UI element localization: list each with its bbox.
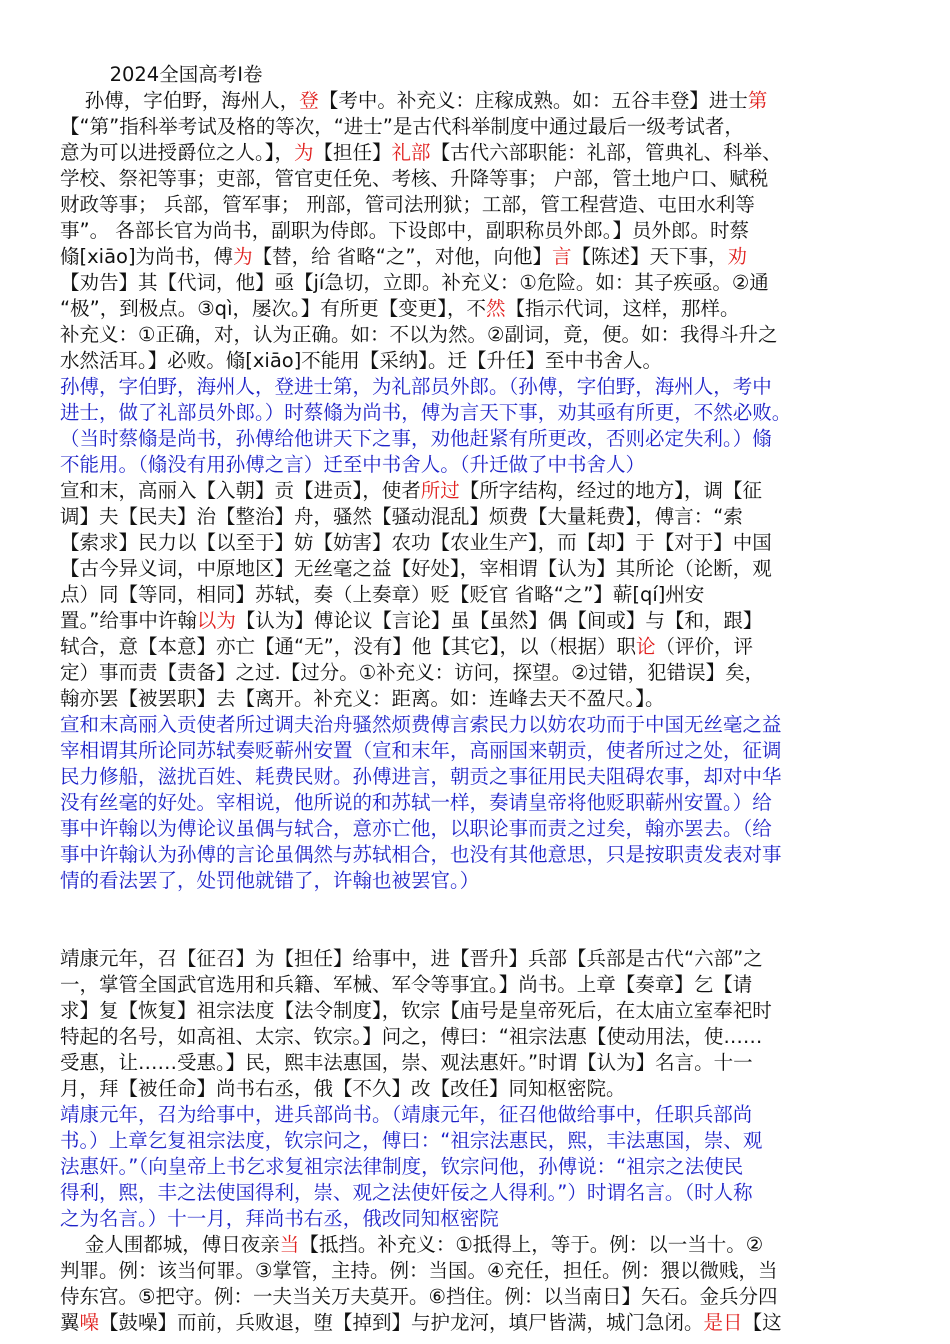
annotation-text: 定）事而责【责备】之过.【过分。①补充义：访问，探望。②过错，犯错误】矣， [60, 661, 765, 684]
annotation-text: 一，掌管全国武官选用和兵籍、军械、军令等事宜。】尚书。上章【奏章】乞【请 [60, 973, 753, 996]
translation-text: 不能用。（翛没有用孙傅之言）迁至中书舍人。（升迁做了中书舍人） [60, 453, 646, 476]
text-line [60, 400, 900, 426]
keyword-highlight: 为 [233, 245, 253, 268]
annotation-text: 【古代六部职能：礼部，管典礼、科举、 [430, 141, 782, 164]
text-line [60, 192, 900, 218]
text-line [60, 530, 900, 556]
text-line [60, 790, 900, 816]
annotation-text: 金人围都城，傅日夜亲 [60, 1233, 280, 1256]
annotation-text: 特起的名号，如高祖、太宗、钦宗。】问之，傅曰：“祖宗法惠【使动用法，使…… [60, 1025, 763, 1048]
annotation-text: 【考中。补充义：庄稼成熟。如：五谷丰登】进士 [318, 89, 748, 112]
text-line [60, 1310, 900, 1336]
annotation-text: 侍东宫。⑤把守。例：一夫当关万夫莫开。⑥挡住。例：以当南日】矢石。金兵分四 [60, 1285, 778, 1308]
text-line [60, 582, 900, 608]
text-line [60, 894, 900, 920]
keyword-highlight: 所过 [420, 479, 460, 502]
text-line [60, 140, 900, 166]
keyword-highlight: 以为 [196, 609, 236, 632]
translation-text: 民力修船，滋扰百姓、耗费民财。孙傅进言，朝贡之事征用民夫阻碍农事，却对中华 [60, 765, 782, 788]
keyword-highlight: 当 [279, 1233, 300, 1256]
text-line [60, 218, 900, 244]
annotation-text: 【替，给 省略“之”，对他，向他】 [252, 245, 552, 268]
text-line [60, 1076, 900, 1102]
text-line [60, 322, 900, 348]
text-line [60, 712, 900, 738]
annotation-text: 【所字结构，经过的地方】，调【征 [459, 479, 763, 502]
keyword-highlight: 第 [747, 89, 768, 112]
translation-text: 之为名言。）十一月，拜尚书右丞，俄改同知枢密院 [60, 1207, 499, 1230]
translation-text: 得利，熙，丰之法使国得利，崇、观之法使奸佞之人得利。”）时谓名言。（时人称 [60, 1181, 753, 1204]
annotation-text: 靖康元年，召【征召】为【担任】给事中，进【晋升】兵部【兵部是古代“六部”之 [60, 947, 763, 970]
text-line [60, 1128, 900, 1154]
text-line [60, 764, 900, 790]
text-line [60, 608, 900, 634]
text-line [60, 270, 900, 296]
text-line [60, 842, 900, 868]
annotation-text: 【这 [742, 1311, 782, 1334]
translation-text: （当时蔡翛是尚书，孙傅给他讲天下之事，劝他赶紧有所更改，否则必定失利。）翛 [60, 427, 772, 450]
annotation-text: 【陈述】天下事， [571, 245, 728, 268]
text-line [60, 426, 900, 452]
annotation-text: “极”，到极点。③qì，屡次。】有所更【变更】，不 [60, 297, 486, 320]
annotation-text: 财政等事； 兵部，管军事； 刑部，管司法刑狱；工部，管工程营造、屯田水利等 [60, 193, 755, 216]
translation-text: 事中许翰认为孙傅的言论虽偶然与苏轼相合，也没有其他意思，只是按职责发表对事 [60, 843, 782, 866]
text-line [60, 1284, 900, 1310]
keyword-highlight: 劝 [727, 245, 748, 268]
text-line [60, 114, 900, 140]
keyword-highlight: 是日 [703, 1311, 743, 1334]
text-line [60, 166, 900, 192]
annotation-text: 【“第”指科举考试及格的等次，“进士”是古代科举制度中通过最后一级考试者， [60, 115, 744, 138]
annotation-text: 2024全国高考Ⅰ卷 [60, 63, 263, 86]
text-line [60, 348, 900, 374]
annotation-text: 翛[xiāo]为尚书，傅 [60, 245, 234, 268]
text-line [60, 1154, 900, 1180]
annotation-text: 翰亦罢【被罢职】去【离开。补充义：距离。如：连峰去天不盈尺。】。 [60, 687, 665, 710]
annotation-text: 水然活耳。】必败。翛[xiāo]不能用【采纳】。迁【升任】至中书舍人。 [60, 349, 663, 372]
annotation-text: 调】夫【民夫】治【整治】舟，骚然【骚动混乱】烦费【大量耗费】，傅言：“索 [60, 505, 743, 528]
translation-text: 进士，做了礼部员外郎。）时蔡翛为尚书，傅为言天下事，劝其亟有所更，不然必败。 [60, 401, 792, 424]
keyword-highlight: 礼部 [391, 141, 431, 164]
annotation-text: 受惠，让……受惠。】民，熙丰法惠国，崇、观法惠奸。”时谓【认为】名言。十一 [60, 1051, 753, 1074]
annotation-text: 孙傅，字伯野，海州人， [60, 89, 300, 112]
text-line [60, 1024, 900, 1050]
text-line [60, 686, 900, 712]
text-line [60, 1050, 900, 1076]
translation-text: 没有丝毫的好处。宰相说，他所说的和苏轼一样，奏请皇帝将他贬职蕲州安置。）给 [60, 791, 772, 814]
annotation-text: 置。”给事中许翰 [60, 609, 197, 632]
annotation-text: 【古今异义词，中原地区】无丝毫之益【好处】，宰相谓【认为】其所论（论断，观 [60, 557, 772, 580]
annotation-text: 【索求】民力以【以至于】妨【妨害】农功【农业生产】，而【却】于【对于】中国 [60, 531, 772, 554]
annotation-text: 【劝告】其【代词，他】亟【jí急切，立即。补充义：①危险。如：其子疾亟。②通 [60, 271, 769, 294]
text-line [60, 634, 900, 660]
annotation-text: 求】复【恢复】祖宗法度【法令制度】，钦宗【庙号是皇帝死后，在太庙立室奉祀时 [60, 999, 772, 1022]
keyword-highlight: 论 [635, 635, 656, 658]
translation-text: 法惠奸。”（向皇帝上书乞求复祖宗法律制度，钦宗问他，孙傅说：“祖宗之法使民 [60, 1155, 744, 1178]
text-line [60, 972, 900, 998]
annotation-text: 翼 [60, 1311, 80, 1334]
annotation-text: 【认为】傅论议【言论】虽【虽然】偶【间或】与【和，跟】 [235, 609, 763, 632]
translation-text: 靖康元年，召为给事中，进兵部尚书。（靖康元年，征召他做给事中，任职兵部尚 [60, 1103, 753, 1126]
text-line [60, 660, 900, 686]
text-line [60, 62, 900, 88]
text-line [60, 868, 900, 894]
text-line [60, 1102, 900, 1128]
text-line [60, 478, 900, 504]
text-line [60, 556, 900, 582]
annotation-text: 补充义：①正确，对，认为正确。如：不以为然。②副词，竟，便。如：我得斗升之 [60, 323, 778, 346]
annotation-text: 学校、祭祀等事；吏部，管官吏任免、考核、升降等事； 户部，管土地户口、赋税 [60, 167, 769, 190]
translation-text: 书。）上章乞复祖宗法度，钦宗问之，傅曰：“祖宗法惠民，熙，丰法惠国，崇、观 [60, 1129, 763, 1152]
text-line [60, 816, 900, 842]
keyword-highlight: 噪 [79, 1311, 100, 1334]
text-line [60, 1232, 900, 1258]
annotation-text: 事”。 各部长官为尚书，副职为侍郎。下设郎中，副职称员外郎。】员外郎。时蔡 [60, 219, 750, 242]
text-line [60, 1206, 900, 1232]
translation-text: 宰相谓其所论同苏轼奏贬蕲州安置（宣和末年，高丽国来朝贡，使者所过之处，征调 [60, 739, 782, 762]
annotation-text: （评价，评 [655, 635, 753, 658]
text-line [60, 504, 900, 530]
text-line [60, 374, 900, 400]
text-line [60, 946, 900, 972]
translation-text: 情的看法罢了，处罚他就错了，许翰也被罢官。） [60, 869, 480, 892]
annotation-text: 【担任】 [313, 141, 392, 164]
translation-text: 宣和末高丽入贡使者所过调夫治舟骚然烦费傅言索民力以妨农功而于中国无丝毫之益 [60, 713, 782, 736]
text-line [60, 998, 900, 1024]
translation-text: 孙傅，字伯野，海州人，登进士第，为礼部员外郎。（孙傅，字伯野，海州人，考中 [60, 375, 772, 398]
annotation-text: 月，拜【被任命】尚书右丞，俄【不久】改【改任】同知枢密院。 [60, 1077, 626, 1100]
text-line [60, 452, 900, 478]
annotation-text: 【鼓噪】而前，兵败退，堕【掉到】与护龙河，填尸皆满，城门急闭。 [99, 1311, 704, 1334]
annotation-text: 轼合，意【本意】亦亡【通“无”，没有】他【其它】，以（根据）职 [60, 635, 636, 658]
annotation-text: 【抵挡。补充义：①抵得上，等于。例：以一当十。② [299, 1233, 764, 1256]
text-line [60, 1258, 900, 1284]
keyword-highlight: 然 [485, 297, 506, 320]
text-line [60, 1180, 900, 1206]
text-line [60, 920, 900, 946]
text-line [60, 88, 900, 114]
text-line [60, 244, 900, 270]
text-line [60, 296, 900, 322]
translation-text: 事中许翰以为傅论议虽偶与轼合，意亦亡他，以职论事而责之过矣，翰亦罢去。（给 [60, 817, 772, 840]
text-line [60, 738, 900, 764]
annotation-text: 【指示代词，这样，那样。 [505, 297, 740, 320]
keyword-highlight: 为 [294, 141, 314, 164]
annotation-text: 宣和末，高丽入【入朝】贡【进贡】，使者 [60, 479, 421, 502]
keyword-highlight: 登 [299, 89, 319, 112]
keyword-highlight: 言 [551, 245, 572, 268]
annotation-text: 意为可以进授爵位之人。】， [60, 141, 295, 164]
annotation-text: 判罪。例：该当何罪。③掌管，主持。例：当国。④充任，担任。例：猥以微贱，当 [60, 1259, 778, 1282]
annotation-text: 点）同【等同，相同】苏轼，奏（上奏章）贬【贬官 省略“之”】蕲[qí]州安 [60, 583, 705, 606]
